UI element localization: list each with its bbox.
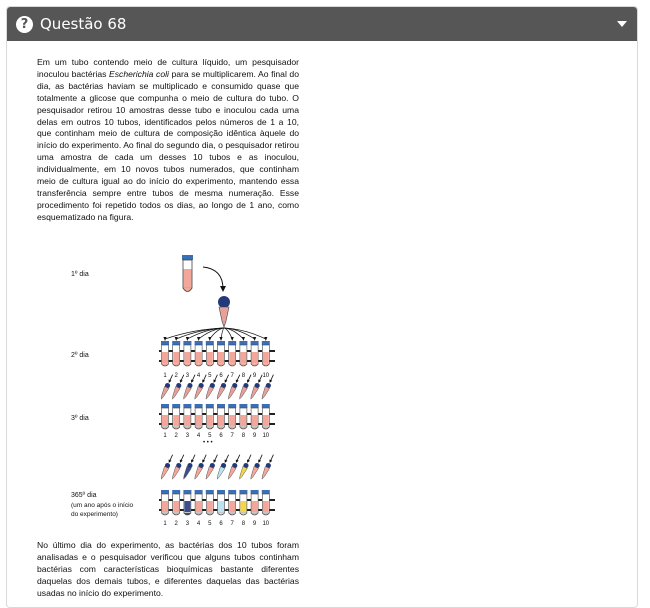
transfer-arrow <box>203 267 223 289</box>
tube-number: 4 <box>196 373 201 379</box>
tube-number: 2 <box>174 373 178 379</box>
tube-number: 3 <box>185 373 190 379</box>
question-circle-icon: ? <box>16 16 33 33</box>
tube-number: 5 <box>208 521 212 527</box>
day365-tube-numbers <box>163 521 269 527</box>
tube-8 <box>239 490 247 515</box>
tube-number: 7 <box>230 521 234 527</box>
tube-number: 3 <box>185 521 190 527</box>
day365-droppers <box>159 454 276 481</box>
tube-4 <box>195 341 203 366</box>
day3-rack <box>159 404 275 429</box>
tube-10 <box>262 341 270 366</box>
question-text-2 <box>37 540 299 600</box>
tube-5 <box>206 490 214 515</box>
tube-7 <box>228 404 236 429</box>
tube-8 <box>239 341 247 366</box>
tube-7 <box>228 341 236 366</box>
tube-number: 5 <box>208 373 212 379</box>
day2-label: 2º dia <box>71 352 89 359</box>
tube-number: 2 <box>174 521 178 527</box>
tube-number: 9 <box>252 521 257 527</box>
question-header[interactable] <box>7 7 637 41</box>
day3-tube-numbers <box>163 433 269 439</box>
tube-number: 8 <box>241 373 246 379</box>
tube-9 <box>251 490 259 515</box>
tube-2 <box>172 404 180 429</box>
tube-number: 3 <box>185 433 190 439</box>
dropper-10 <box>260 454 276 481</box>
tube-number: 9 <box>252 433 257 439</box>
tube-3 <box>183 341 191 366</box>
day1-dropper <box>218 296 230 327</box>
tube-6 <box>217 404 225 429</box>
tube-number: 8 <box>241 521 246 527</box>
question-paragraph-1 <box>37 57 299 224</box>
ellipsis: • • • <box>203 440 213 446</box>
tube-7 <box>228 490 236 515</box>
tube-1 <box>161 490 169 515</box>
question-title: Questão 68 <box>40 15 127 33</box>
tube-5 <box>206 404 214 429</box>
tube-10 <box>262 490 270 515</box>
question-paragraph-2: No último dia do experimento, as bactérias dos 10 tubos foram analisadas e o pesquisador verificou que alguns tubos continham bactérias com características bioquímicas bastante diferentes daquelas dos demais tubos, e diferentes daquelas das bactérias usadas no início do experimento. <box>37 540 299 598</box>
day365-rack <box>159 490 275 515</box>
tube-2 <box>172 341 180 366</box>
tube-3 <box>183 404 191 429</box>
tube-number: 4 <box>196 521 201 527</box>
tube-number: 1 <box>163 521 167 527</box>
species-name: Escherichia coli <box>109 68 169 79</box>
paragraph-1-end: para se multiplicarem. Ao final do dia, as bactérias haviam se multiplicado e consumido quase que totalmente a glicose que compunha o meio de cultura do tubo. O pesquisador retirou 10 amostras desse tubo e inoculou cada uma delas em outros 10 tubos, identificados pelos números de 1 a 10, que continham meio de cultura de composição idêntica àquele do início do experimento. Ao final do segundo dia, o pesquisador retirou uma amostra de cada um desses 10 tubos e as inoculou, individualmente, em 10 novos tubos numerados, que continham meio de cultura igual ao do início do experimento, mantendo essa transferência sempre entre tubos de mesma numeração. Esse procedimento foi repetido todos os dias, ao longo de 1 ano, como esquematizado na figura. <box>37 68 299 222</box>
day2-rack <box>159 341 275 366</box>
day1-label: 1º dia <box>71 271 89 278</box>
paragraph-1-start: Em um tubo contendo meio de cultura líquido, um pesquisador inoculou bactérias <box>37 57 299 79</box>
tube-4 <box>195 404 203 429</box>
tube-number: 4 <box>196 433 201 439</box>
tube-number: 6 <box>219 521 223 527</box>
tube-9 <box>251 341 259 366</box>
tube-number: 10 <box>262 433 270 439</box>
tube-1 <box>161 341 169 366</box>
tube-6 <box>217 490 225 515</box>
distribution-arrows <box>163 328 267 341</box>
question-text <box>37 57 299 224</box>
experiment-figure <box>37 255 307 533</box>
day365-sub2: do experimento) <box>71 511 118 518</box>
tube-4 <box>195 490 203 515</box>
tube-number: 9 <box>252 373 257 379</box>
tube-3 <box>183 490 191 515</box>
tube-number: 7 <box>230 373 234 379</box>
caret-down-icon[interactable] <box>617 21 627 27</box>
tube-number: 7 <box>230 433 234 439</box>
tube-number: 6 <box>219 433 223 439</box>
tube-6 <box>217 341 225 366</box>
tube-number: 6 <box>219 373 223 379</box>
tube-number: 10 <box>262 373 270 379</box>
tube-number: 5 <box>208 433 212 439</box>
tube-8 <box>239 404 247 429</box>
tube-number: 2 <box>174 433 178 439</box>
day365-sub1: (um ano após o início <box>71 502 134 509</box>
tube-1 <box>161 404 169 429</box>
tube-number: 10 <box>262 521 270 527</box>
day3-label: 3º dia <box>71 415 89 422</box>
day365-label: 365º dia <box>71 492 97 499</box>
tube-number: 1 <box>163 433 167 439</box>
tube-number: 1 <box>163 373 167 379</box>
tube-9 <box>251 404 259 429</box>
tube-10 <box>262 404 270 429</box>
day1-tube <box>182 255 193 292</box>
tube-number: 8 <box>241 433 246 439</box>
tube-2 <box>172 490 180 515</box>
tube-5 <box>206 341 214 366</box>
